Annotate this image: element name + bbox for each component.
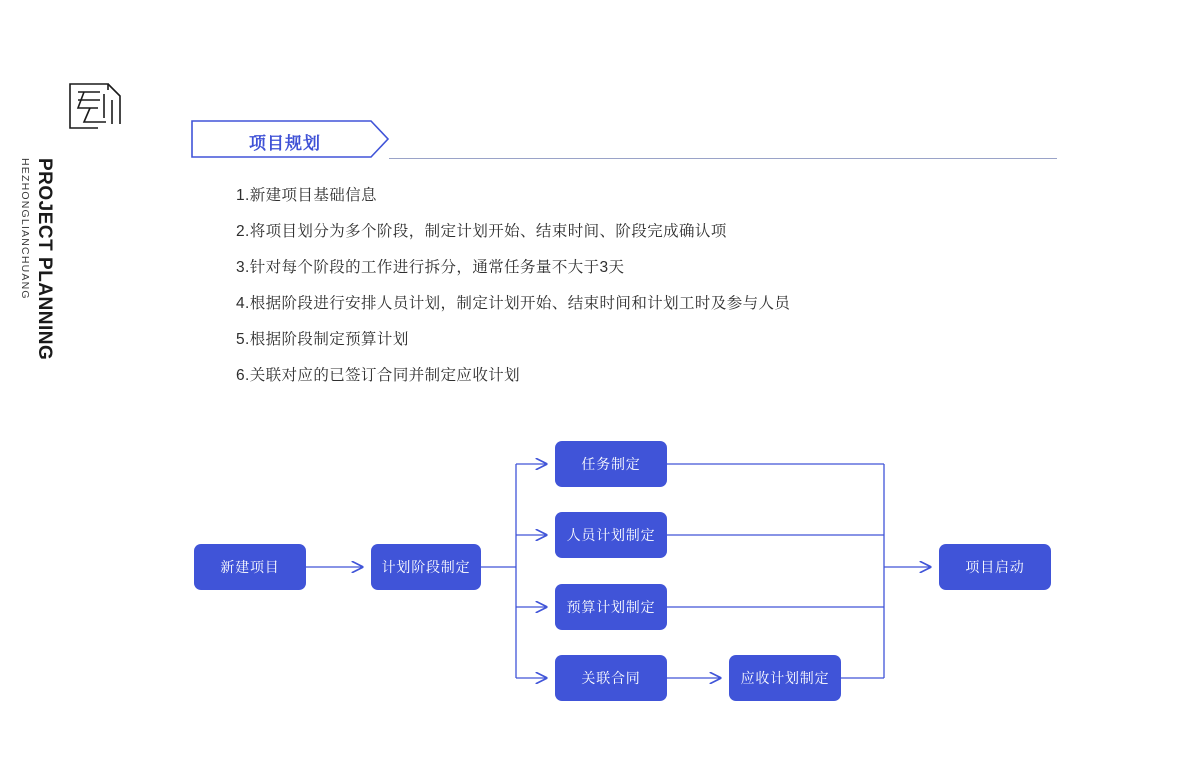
flow-node-receivable-plan[interactable]: 应收计划制定 bbox=[729, 655, 841, 701]
list-item: 2.将项目划分为多个阶段，制定计划开始、结束时间、阶段完成确认项 bbox=[236, 223, 727, 240]
list-item: 5.根据阶段制定预算计划 bbox=[236, 331, 409, 348]
flow-node-project-launch[interactable]: 项目启动 bbox=[939, 544, 1051, 590]
flow-node-task[interactable]: 任务制定 bbox=[555, 441, 667, 487]
flow-node-budget-plan[interactable]: 预算计划制定 bbox=[555, 584, 667, 630]
brand-block bbox=[19, 80, 130, 361]
list-item: 1.新建项目基础信息 bbox=[236, 187, 377, 204]
list-item: 4.根据阶段进行安排人员计划，制定计划开始、结束时间和计划工时及参与人员 bbox=[236, 295, 791, 312]
list-item: 3.针对每个阶段的工作进行拆分，通常任务量不大于3天 bbox=[236, 259, 625, 276]
header-divider bbox=[389, 158, 1057, 159]
flow-node-plan-stage[interactable]: 计划阶段制定 bbox=[371, 544, 481, 590]
brand-subtitle: HEZHONGLIANCHUANG bbox=[19, 158, 31, 300]
section-header-banner bbox=[191, 120, 391, 158]
flow-node-staff-plan[interactable]: 人员计划制定 bbox=[555, 512, 667, 558]
abstract-monogram-logo-icon bbox=[64, 80, 126, 142]
list-item: 6.关联对应的已签订合同并制定应收计划 bbox=[236, 367, 521, 384]
brand-text bbox=[20, 158, 55, 388]
section-title: 项目规划 bbox=[249, 134, 321, 153]
brand-title: PROJECT PLANNING bbox=[34, 158, 55, 361]
flow-node-contract[interactable]: 关联合同 bbox=[555, 655, 667, 701]
flow-node-new-project[interactable]: 新建项目 bbox=[194, 544, 306, 590]
description-list bbox=[236, 188, 1096, 404]
